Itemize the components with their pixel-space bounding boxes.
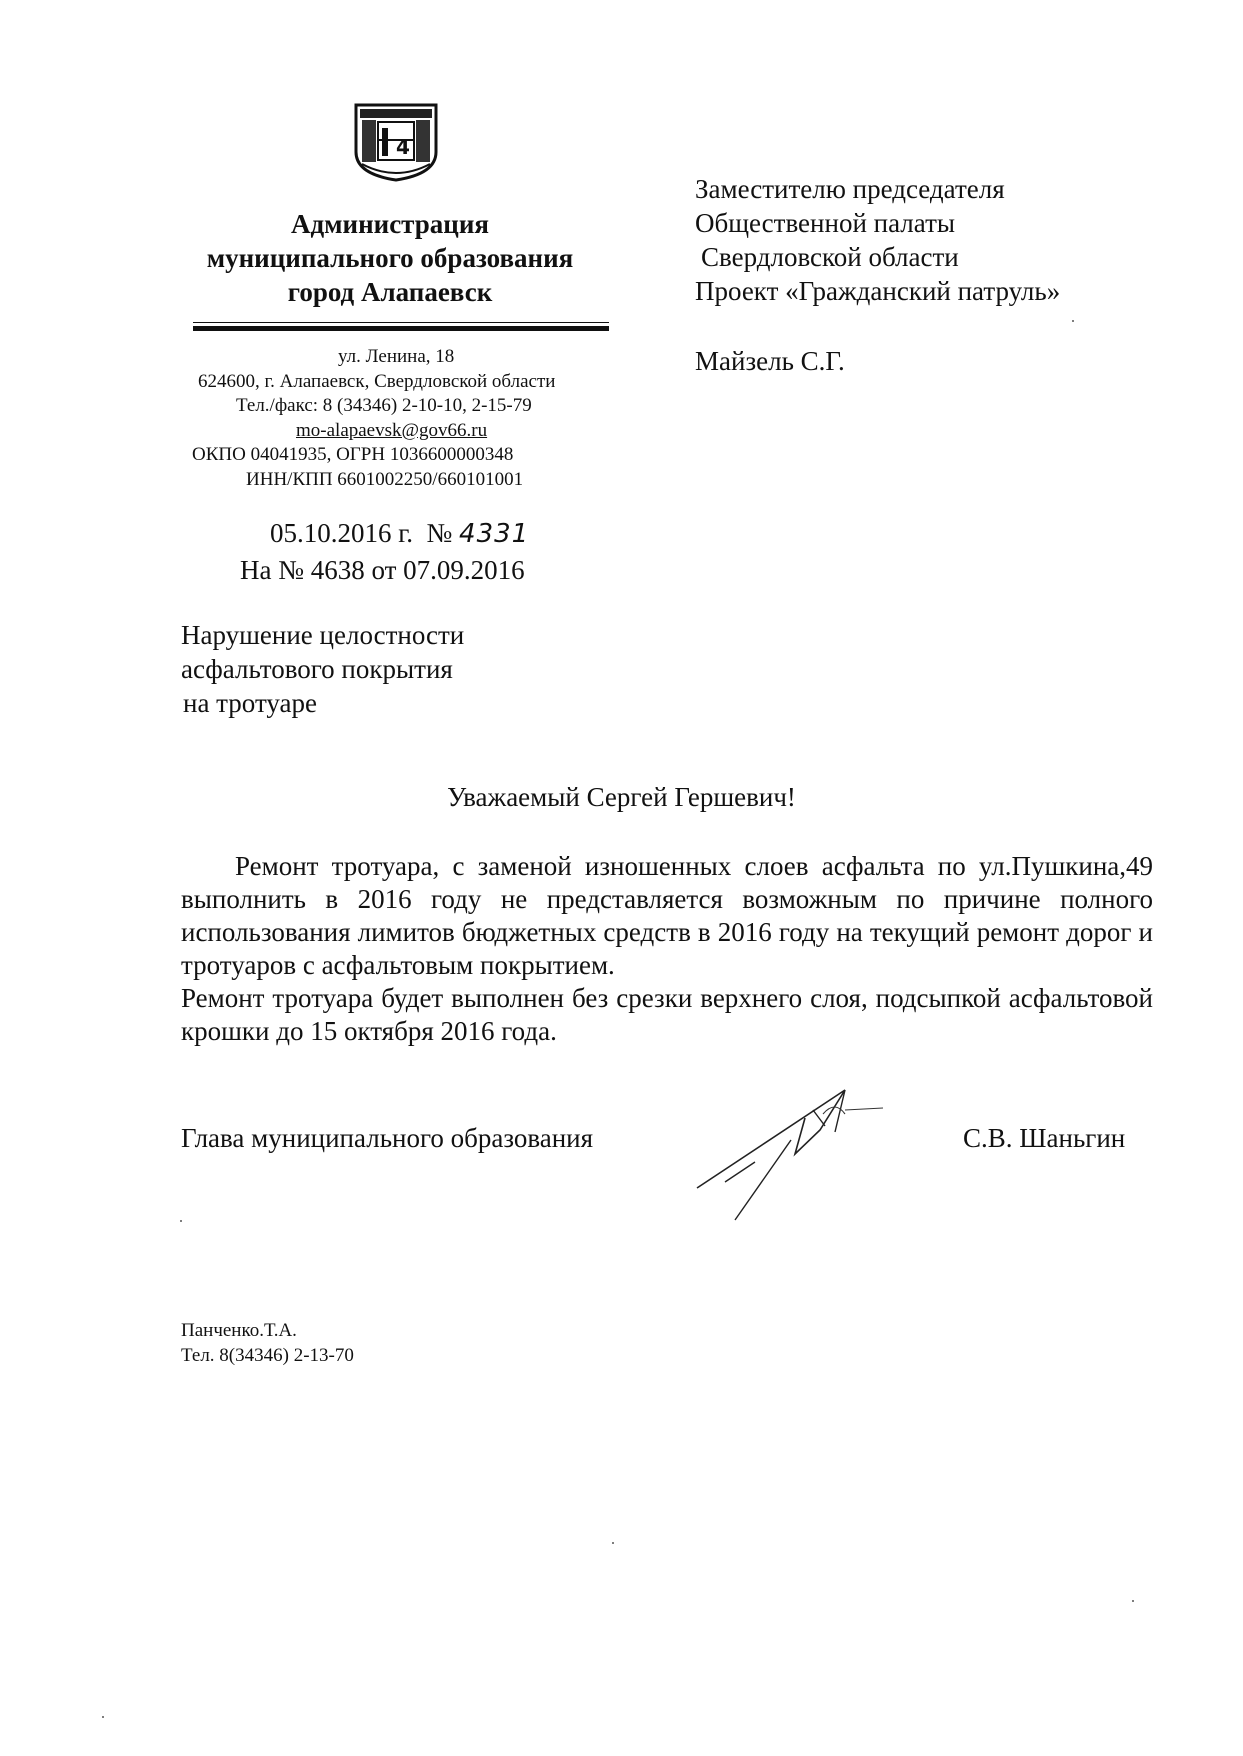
org-title-line-3: город Алапаевск	[287, 277, 493, 307]
letterhead-divider-thin	[193, 322, 609, 323]
contact-okpo: ОКПО 04041935, ОГРН 1036600000348	[192, 444, 514, 465]
document-number: 4331	[459, 519, 530, 549]
addressee-line-2: Общественной палаты	[695, 208, 956, 238]
contact-street: ул. Ленина, 18	[338, 346, 455, 367]
coat-of-arms-emblem	[352, 102, 440, 187]
addressee-line-4: Проект «Гражданский патруль»	[695, 276, 1061, 306]
organization-title	[150, 207, 630, 309]
letterhead-divider-thick	[193, 326, 609, 331]
executor-info	[181, 1318, 354, 1368]
contact-phone: Тел./факс: 8 (34346) 2-10-10, 2-15-79	[236, 395, 532, 416]
letter-subject	[181, 618, 464, 720]
executor-phone: Тел. 8(34346) 2-13-70	[181, 1345, 354, 1366]
reply-to-reference: На № 4638 от 07.09.2016	[240, 555, 525, 585]
contact-email-link[interactable]: mo-alapaevsk@gov66.ru	[296, 419, 488, 441]
document-reference	[240, 515, 529, 588]
recipient-name: Майзель С.Г.	[695, 346, 845, 376]
body-paragraph-2: Ремонт тротуара будет выполнен без срезки верхнего слоя, подсыпкой асфальтовой крошки до 15 октября 2016 года.	[181, 983, 1153, 1046]
addressee-block	[695, 172, 1060, 308]
org-title-line-2: муниципального образования	[206, 243, 574, 273]
letterhead-contacts	[170, 345, 630, 492]
scan-speck	[1132, 1600, 1134, 1602]
executor-name: Панченко.Т.А.	[181, 1320, 297, 1341]
scan-speck	[180, 1220, 182, 1222]
contact-city: 624600, г. Алапаевск, Свердловской области	[198, 370, 556, 392]
body-paragraph-1: Ремонт тротуара, с заменой изношенных слоев асфальта по ул.Пушкина,49 выполнить в 2016 году не представляется возможным по причине полного использования лимитов бюджетных средств в 2016 году на текущий ремонт дорог и тротуаров с асфальтовым покрытием.	[181, 851, 1153, 980]
letter-greeting: Уважаемый Сергей Гершевич!	[447, 782, 796, 812]
addressee-line-1: Заместителю председателя	[695, 174, 1005, 204]
scan-speck	[1072, 320, 1074, 322]
letter-body	[181, 850, 1153, 1048]
subject-line-1: Нарушение целостности	[181, 620, 465, 650]
org-title-line-1: Администрация	[290, 209, 490, 239]
handwritten-signature	[695, 1070, 895, 1235]
scan-speck	[612, 1542, 614, 1544]
signatory-name: С.В. Шаньгин	[963, 1123, 1126, 1153]
scan-speck	[102, 1716, 104, 1718]
number-sign: №	[426, 518, 453, 548]
subject-line-3: на тротуаре	[183, 688, 318, 718]
contact-inn: ИНН/КПП 6601002250/660101001	[246, 468, 524, 490]
signatory-position: Глава муниципального образования	[181, 1123, 594, 1153]
subject-line-2: асфальтового покрытия	[181, 654, 453, 684]
emblem-digit: 4	[396, 135, 410, 159]
document-date: 05.10.2016 г.	[270, 518, 414, 548]
addressee-line-3: Свердловской области	[701, 242, 959, 272]
